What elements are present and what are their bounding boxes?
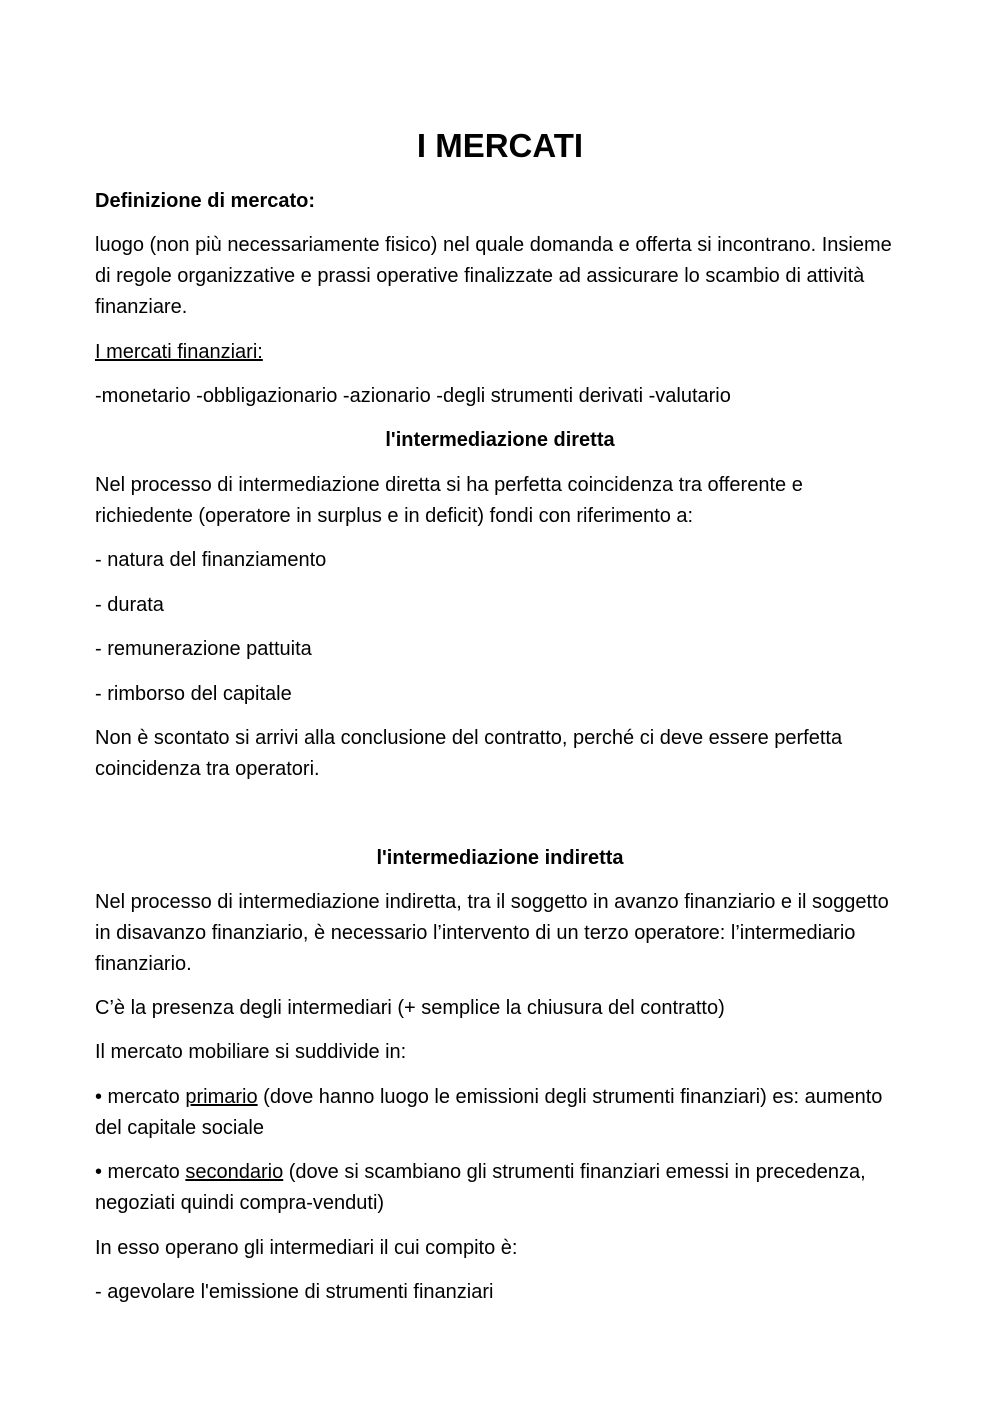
direct-item: - natura del finanziamento [95,549,327,571]
primary-word: primario [185,1086,258,1108]
direct-item: - rimborso del capitale [95,683,292,705]
definition-text: luogo (non più necessariamente fisico) nel quale domanda e offerta si incontrano. Insieme di regole organizzative e prassi operative finalizzate ad assicurare lo scambio di attività finanziare. [95,234,892,318]
operators-intro: In esso operano gli intermediari il cui compito è: [95,1237,518,1259]
primary-prefix: • mercato [95,1086,186,1108]
indirect-presence: C’è la presenza degli intermediari (+ semplice la chiusura del contratto) [95,997,725,1019]
mobiliare-intro: Il mercato mobiliare si suddivide in: [95,1041,407,1063]
indirect-heading: l'intermediazione indiretta [376,847,624,869]
definition-heading: Definizione di mercato: [95,190,316,212]
direct-intro: Nel processo di intermediazione diretta si ha perfetta coincidenza tra offerente e richiedente (operatore in surplus e in deficit) fondi con riferimento a: [95,474,803,527]
operators-item: - agevolare l'emissione di strumenti finanziari [95,1281,494,1303]
direct-item: - remunerazione pattuita [95,638,312,660]
secondary-word: secondario [185,1161,284,1183]
primary-suffix: (dove hanno luogo le emissioni degli strumenti finanziari) es: aumento del capitale sociale [95,1086,883,1139]
indirect-intro: Nel processo di intermediazione indiretta, tra il soggetto in avanzo finanziario e il soggetto in disavanzo finanziario, è necessario l’intervento di un terzo operatore: l’intermediario finanziario. [95,891,889,975]
markets-list: -monetario -obbligazionario -azionario -degli strumenti derivati -valutario [95,385,731,407]
secondary-suffix: (dove si scambiano gli strumenti finanziari emessi in precedenza, negoziati quindi compra-venduti) [95,1161,866,1214]
markets-heading [95,337,905,368]
direct-item: - durata [95,594,164,616]
secondary-prefix: • mercato [95,1161,186,1183]
direct-conclusion: Non è scontato si arrivi alla conclusione del contratto, perché ci deve essere perfetta coincidenza tra operatori. [95,727,843,780]
markets-heading-text: I mercati finanziari: [95,341,263,363]
primary-market-item [95,1082,905,1144]
direct-heading: l'intermediazione diretta [385,429,615,451]
secondary-market-item [95,1157,905,1219]
page-title: I MERCATI [416,127,584,164]
